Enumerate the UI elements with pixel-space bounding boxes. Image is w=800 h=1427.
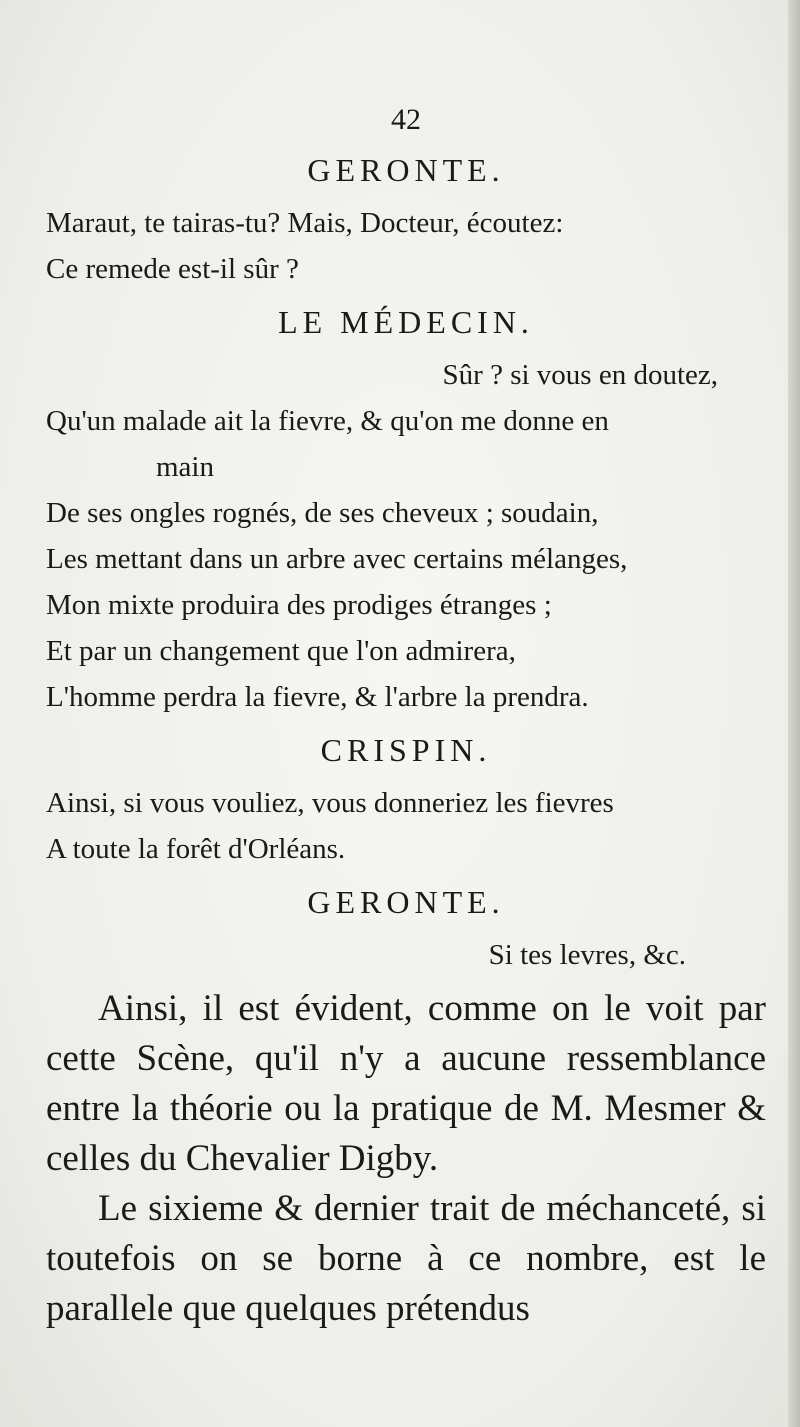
verse-line: Si tes levres, &c. [488, 939, 686, 971]
dialogue-block-3 [46, 720, 766, 872]
verse-line: Ce remede est-il sûr ? [46, 253, 299, 285]
prose-body [46, 984, 766, 1334]
page-number: 42 [391, 103, 421, 136]
verse-line: Qu'un malade ait la fievre, & qu'on me donne en [46, 405, 609, 437]
verse-line: Ainsi, si vous vouliez, vous donneriez les fievres [46, 787, 614, 819]
dialogue-block-2 [46, 292, 766, 720]
speaker-name: GERONTE. [307, 884, 505, 920]
speaker-name: GERONTE. [307, 152, 505, 188]
page-edge [788, 0, 800, 1427]
dialogue-block-1 [46, 140, 766, 292]
verse-line: Mon mixte produira des prodiges étranges ; [46, 589, 552, 621]
verse-line: L'homme perdra la fievre, & l'arbre la prendra. [46, 681, 589, 713]
verse-line: Et par un changement que l'on admirera, [46, 635, 516, 667]
verse-line: A toute la forêt d'Orléans. [46, 833, 346, 865]
verse-line: main [156, 451, 214, 483]
speaker-name: LE MÉDECIN. [278, 304, 534, 340]
verse-line: Sûr ? si vous en doutez, [442, 359, 718, 391]
verse-line: Maraut, te tairas-tu? Mais, Docteur, écoutez: [46, 207, 564, 239]
prose-paragraph: Le sixieme & dernier trait de méchanceté, si toutefois on se borne à ce nombre, est le parallele que quelques prétendus [46, 1188, 766, 1329]
speaker-name: CRISPIN. [320, 732, 492, 768]
prose-paragraph: Ainsi, il est évident, comme on le voit par cette Scène, qu'il n'y a aucune ressemblance entre la théorie ou la pratique de M. Mesmer & celles du Chevalier Digby. [46, 988, 766, 1179]
page-content [46, 100, 766, 1334]
verse-line: De ses ongles rognés, de ses cheveux ; soudain, [46, 497, 599, 529]
dialogue-block-4 [46, 872, 766, 978]
verse-line: Les mettant dans un arbre avec certains mélanges, [46, 543, 628, 575]
